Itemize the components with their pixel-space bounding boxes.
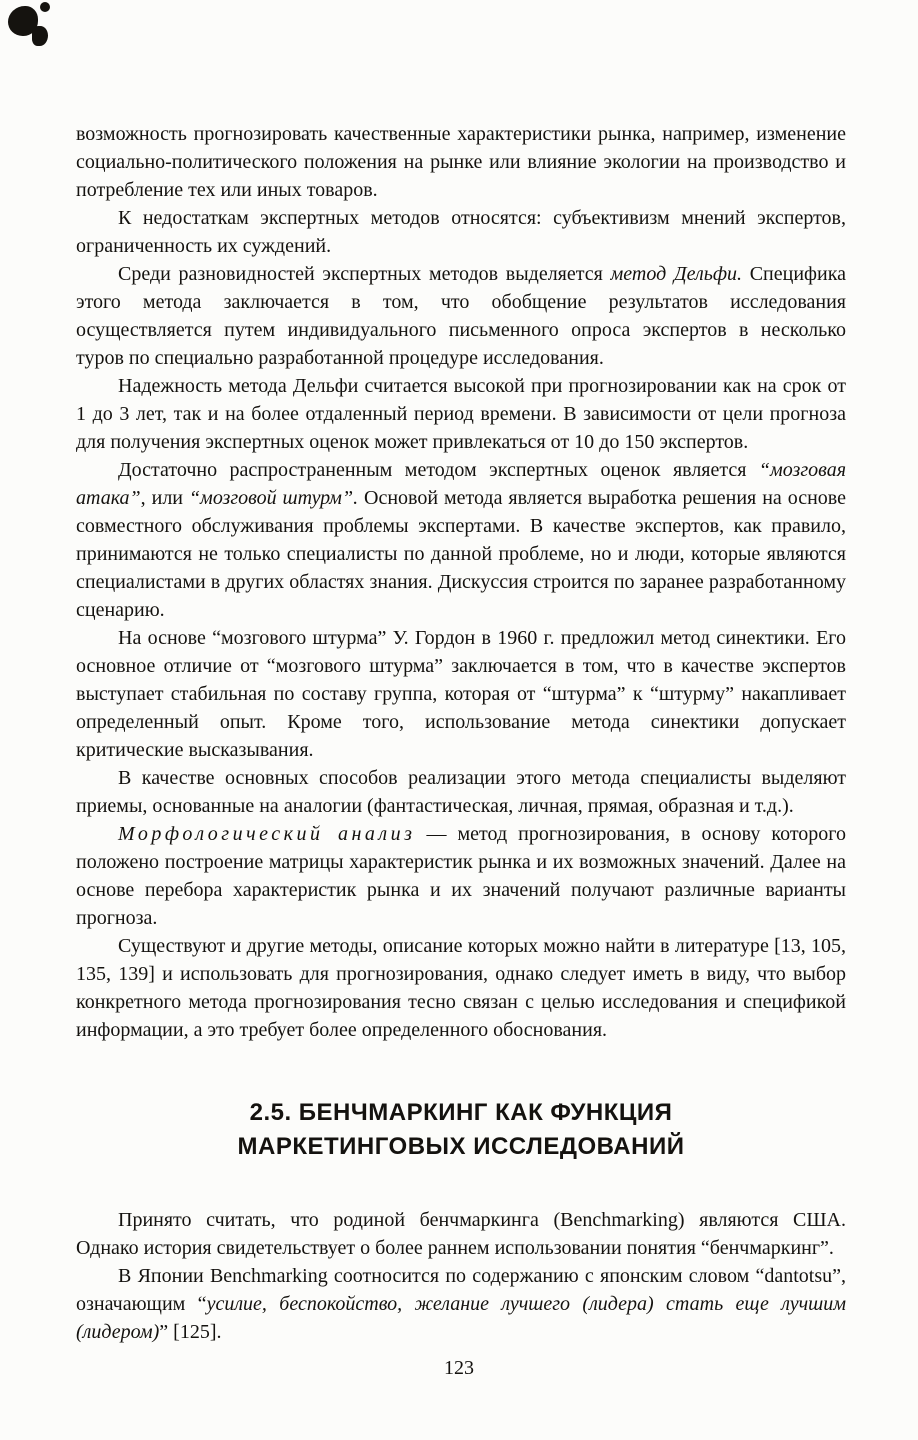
term-brain-attack: “мозговая атака” (76, 459, 846, 509)
section-heading-line2: МАРКЕТИНГОВЫХ ИССЛЕДОВАНИЙ (237, 1133, 685, 1160)
text-run: ” [125]. (159, 1321, 222, 1343)
paragraph: К недостаткам экспертных методов относятся: субъективизм мнений экспертов, ограниченность их суждений. (76, 207, 846, 257)
paragraph: возможность прогнозировать качественные характеристики рынка, например, изменение социально-политического положения на рынке или влияние экологии на производство и потребление тех или иных товаров. (76, 123, 846, 201)
text-run: Достаточно распространенным методом экспертных оценок является (118, 459, 759, 481)
section-heading-line1: 2.5. БЕНЧМАРКИНГ КАК ФУНКЦИЯ (249, 1099, 673, 1126)
text-run: , или (140, 487, 189, 509)
paragraph: Надежность метода Дельфи считается высокой при прогнозировании как на срок от 1 до 3 лет, так и на более отдаленный период времени. В зависимости от цели прогноза для получения экспертных оценок может привлекаться от 10 до 150 экспертов. (76, 375, 846, 453)
text-run: Среди разновидностей экспертных методов выделяется (118, 263, 611, 285)
term-delphi-method: метод Дельфи. (610, 263, 743, 285)
section-heading (86, 1096, 836, 1164)
paragraph (76, 1262, 846, 1346)
scan-artifact (40, 2, 50, 12)
text-run: Основой метода является выработка решения на основе совместного обслуживания проблемы экспертами. В качестве экспертов, как правило, принимаются не только специалисты по данной проблеме, но и люди, которые являются специалистами в других областях знания. Дискуссия строится по заранее разработанному сценарию. (76, 487, 846, 621)
paragraph (76, 260, 846, 372)
page-number: 123 (444, 1357, 474, 1379)
paragraph (76, 456, 846, 624)
paragraph: В качестве основных способов реализации этого метода специалисты выделяют приемы, основанные на аналогии (фантастическая, личная, прямая, образная и т.д.). (76, 767, 846, 817)
text-run: Специфика этого метода заключается в том, что обобщение результатов исследования осуществляется путем индивидуального письменного опроса экспертов в несколько туров по специально разработанной процедуре исследования. (76, 263, 846, 369)
scan-artifact (32, 26, 48, 46)
paragraph: На основе “мозгового штурма” У. Гордон в 1960 г. предложил метод синектики. Его основное отличие от “мозгового штурма” заключается в том, что в качестве экспертов выступает стабильная по составу группа, которая от “штурма” к “штурму” накапливает определенный опыт. Кроме того, использование метода синектики допускает критические высказывания. (76, 627, 846, 761)
page-content (76, 120, 846, 1346)
text-run: — метод прогнозирования, в основу которого положено построение матрицы характеристик рынка и их возможных значений. Далее на основе перебора характеристик рынка и их значений получают различные варианты прогноза. (76, 823, 846, 929)
text-run: В Японии Benchmarking соотносится по содержанию с японским словом “dantotsu”, означающим “ (76, 1265, 846, 1315)
term-brainstorm: “мозговой штурм”. (188, 487, 359, 509)
term-dantotsu-meaning: усилие, беспокойство, желание лучшего (лидера) стать еще лучшим (лидером) (76, 1293, 846, 1343)
paragraph (76, 820, 846, 932)
paragraph: Принято считать, что родиной бенчмаркинга (Benchmarking) являются США. Однако история свидетельствует о более раннем использовании понятия “бенчмаркинг”. (76, 1209, 846, 1259)
term-morphological-analysis: Морфологический анализ (118, 823, 416, 845)
paragraph: Существуют и другие методы, описание которых можно найти в литературе [13, 105, 135, 139] и использовать для прогнозирования, однако следует иметь в виду, что выбор конкретного метода прогнозирования тесно связан с целью исследования и спецификой информации, а это требует более определенного обоснования. (76, 935, 846, 1041)
